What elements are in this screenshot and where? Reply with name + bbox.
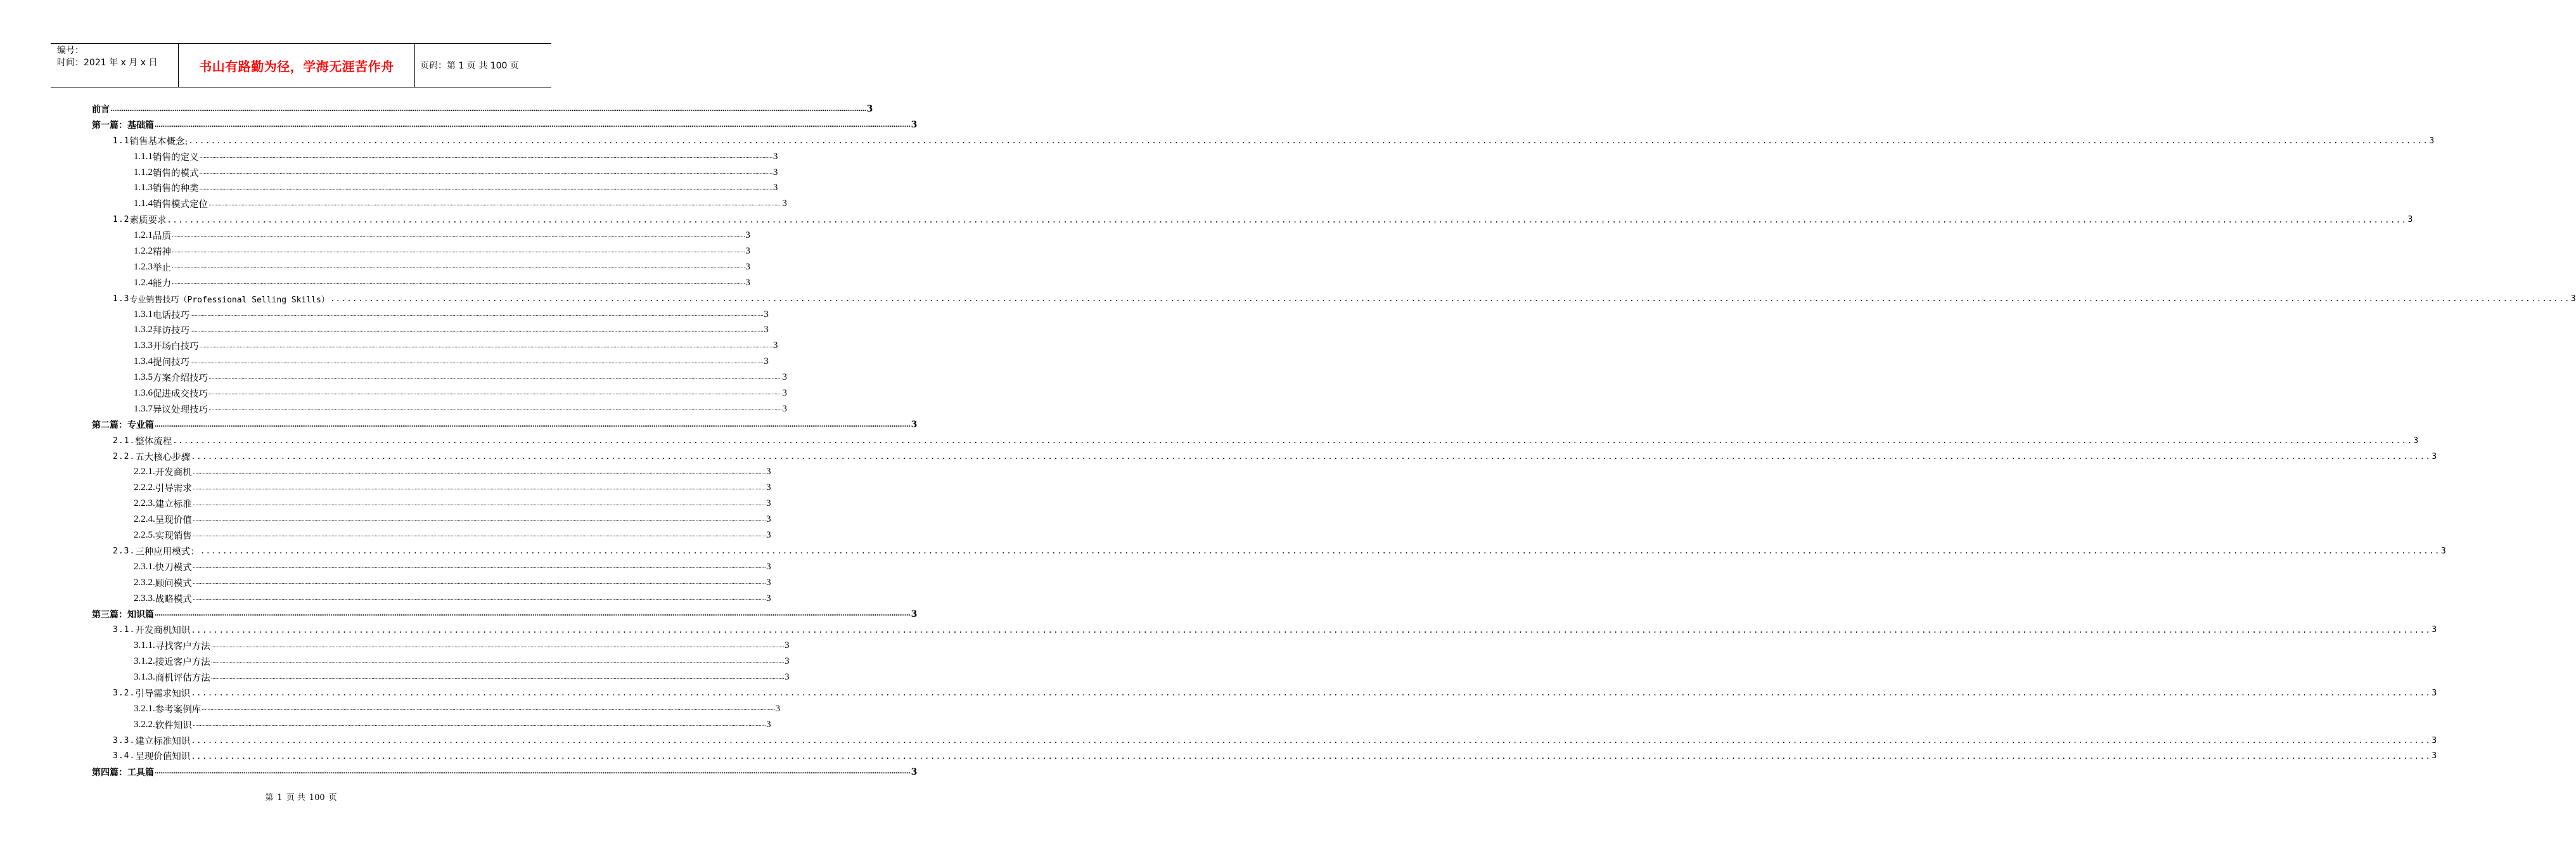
toc-entry[interactable]: [92, 749, 2437, 765]
toc-leader-dots: ................................................................................................................................................................................................................................................................................................................................................................................................................: [155, 421, 911, 429]
toc-leader-dots: ................................................................................................................................................................................................................................................................................................................................................................................................................: [191, 751, 2432, 761]
toc-entry-number: 3.1.2.: [134, 656, 155, 667]
toc-entry-number: 2.3.3.: [134, 593, 155, 604]
toc-entry-number: 2.2.3.: [134, 498, 155, 509]
toc-entry[interactable]: [92, 449, 2437, 465]
toc-leader-dots: ................................................................................................................................................................................................................................................................................................................................................................................................................: [208, 374, 782, 381]
toc-entry-title: 拜访技巧: [153, 323, 189, 337]
toc-entry[interactable]: [92, 733, 2437, 749]
toc-entry[interactable]: [92, 180, 778, 196]
toc-entry[interactable]: [92, 212, 2413, 228]
toc-entry-number: 1.3.4: [134, 356, 153, 367]
toc-leader-dots: ................................................................................................................................................................................................................................................................................................................................................................................................................: [208, 390, 782, 397]
toc-leader-dots: ................................................................................................................................................................................................................................................................................................................................................................................................................: [172, 436, 2413, 446]
toc-entry-page: 3: [764, 309, 769, 320]
toc-entry-page: 3: [772, 151, 778, 162]
toc-entry-page: 3: [766, 561, 771, 572]
toc-leader-dots: ................................................................................................................................................................................................................................................................................................................................................................................................................: [191, 688, 2432, 698]
toc-entry-page: 3: [782, 198, 787, 209]
toc-entry-page: 3: [2407, 215, 2413, 225]
toc-entry-page: 3: [766, 529, 771, 540]
toc-entry-number: 1.2.3: [134, 261, 153, 272]
toc-leader-dots: ................................................................................................................................................................................................................................................................................................................................................................................................................: [188, 136, 2429, 146]
toc-entry[interactable]: [92, 701, 781, 717]
toc-leader-dots: ................................................................................................................................................................................................................................................................................................................................................................................................................: [190, 358, 764, 365]
table-of-contents: [92, 101, 2576, 780]
toc-leader-dots: ................................................................................................................................................................................................................................................................................................................................................................................................................: [190, 311, 764, 318]
toc-entry-number: 3.1.1.: [134, 640, 155, 651]
toc-entry-number: 1.2.2: [134, 245, 153, 256]
toc-entry[interactable]: [92, 685, 2437, 701]
toc-entry-title: 实现销售: [155, 529, 192, 542]
toc-entry-title: 引导需求知识: [135, 687, 190, 700]
toc-entry-number: 1.1.2: [134, 167, 153, 178]
toc-entry-title: 建立标准: [155, 497, 192, 510]
toc-entry-number: 1.3: [113, 294, 130, 304]
toc-entry-page: 3: [782, 372, 787, 383]
toc-leader-dots: ................................................................................................................................................................................................................................................................................................................................................................................................................: [199, 153, 772, 160]
toc-entry-title: 异议处理技巧: [153, 403, 208, 416]
toc-leader-dots: ................................................................................................................................................................................................................................................................................................................................................................................................................: [192, 579, 766, 586]
toc-leader-dots: ................................................................................................................................................................................................................................................................................................................................................................................................................: [172, 264, 745, 271]
toc-entry-title: 提问技巧: [153, 355, 189, 368]
toc-leader-dots: ................................................................................................................................................................................................................................................................................................................................................................................................................: [202, 706, 775, 713]
toc-entry[interactable]: [92, 559, 771, 575]
toc-entry-title: 开发商机知识: [135, 623, 190, 636]
page-footer: [0, 791, 602, 803]
toc-entry[interactable]: [92, 654, 790, 669]
toc-entry[interactable]: [92, 338, 778, 354]
toc-entry[interactable]: [92, 354, 769, 370]
toc-leader-dots: ................................................................................................................................................................................................................................................................................................................................................................................................................: [155, 768, 911, 776]
toc-entry[interactable]: [92, 243, 750, 259]
toc-entry-number: 2.3.: [113, 546, 136, 556]
toc-leader-dots: ................................................................................................................................................................................................................................................................................................................................................................................................................: [200, 546, 2440, 556]
toc-entry[interactable]: [92, 591, 771, 607]
toc-entry-number: 1.1: [113, 136, 130, 146]
toc-entry-number: 2.2.2.: [134, 482, 155, 493]
toc-entry-number: 2.2.1.: [134, 467, 155, 477]
toc-entry-title: 品质: [153, 229, 171, 242]
header-motto-cell: [178, 44, 415, 87]
toc-leader-dots: ................................................................................................................................................................................................................................................................................................................................................................................................................: [192, 500, 766, 507]
toc-entry-title: 开场白技巧: [153, 339, 199, 352]
toc-entry-page: 3: [785, 672, 790, 682]
footer-page-num: 1: [277, 793, 283, 803]
toc-entry-title: 销售的模式: [153, 166, 199, 179]
toc-entry[interactable]: [92, 385, 787, 401]
toc-entry-title: 接近客户方法: [155, 655, 210, 668]
toc-entry-page: 3: [911, 609, 918, 619]
toc-entry-page: 3: [2570, 294, 2576, 304]
toc-leader-dots: ................................................................................................................................................................................................................................................................................................................................................................................................................: [192, 721, 766, 728]
toc-entry-title: 寻找客户方法: [155, 639, 210, 652]
toc-entry-number: 3.2.1.: [134, 703, 155, 714]
toc-entry-page: 3: [2432, 751, 2437, 761]
toc-entry-title: 第四篇：工具篇: [92, 766, 154, 778]
toc-entry-number: 3.1.: [113, 625, 136, 635]
toc-entry-title: 举止: [153, 261, 171, 274]
toc-entry-title: 整体流程: [135, 434, 172, 448]
toc-leader-dots: ................................................................................................................................................................................................................................................................................................................................................................................................................: [155, 610, 911, 618]
toc-entry[interactable]: [92, 433, 2419, 449]
toc-entry[interactable]: [92, 764, 918, 780]
toc-entry-page: 3: [766, 577, 771, 588]
toc-entry[interactable]: [92, 622, 2437, 638]
toc-entry-page: 3: [866, 104, 873, 115]
toc-entry-page: 3: [782, 403, 787, 414]
toc-entry-number: 3.4.: [113, 751, 136, 761]
toc-entry-page: 3: [911, 420, 918, 430]
toc-entry[interactable]: [92, 575, 771, 591]
time-label: 时间：2021 年 x 月 x 日: [57, 58, 158, 68]
toc-entry-number: 2.3.2.: [134, 577, 155, 588]
toc-entry-title: 电话技巧: [153, 308, 189, 321]
toc-entry-page: 3: [785, 656, 790, 667]
toc-entry-title: 销售基本概念:: [129, 134, 188, 148]
toc-entry-number: 1.3.7: [134, 403, 153, 414]
toc-entry-page: 3: [2432, 451, 2437, 462]
toc-entry-number: 1.3.6: [134, 387, 153, 398]
toc-entry-title: 呈现价值知识: [135, 749, 190, 763]
toc-entry-page: 3: [2429, 136, 2435, 146]
toc-entry-title: 呈现价值: [155, 513, 192, 526]
toc-leader-dots: ................................................................................................................................................................................................................................................................................................................................................................................................................: [191, 452, 2432, 462]
toc-entry-title: 顾问模式: [155, 576, 192, 590]
toc-entry-title: 快刀模式: [155, 560, 192, 574]
toc-entry-page: 3: [785, 640, 790, 651]
toc-entry[interactable]: [92, 149, 778, 165]
toc-entry[interactable]: [92, 133, 2435, 149]
toc-leader-dots: ................................................................................................................................................................................................................................................................................................................................................................................................................: [155, 121, 911, 129]
toc-entry-page: 3: [764, 325, 769, 335]
toc-leader-dots: ................................................................................................................................................................................................................................................................................................................................................................................................................: [172, 248, 745, 255]
toc-entry[interactable]: [92, 669, 790, 685]
toc-entry-page: 3: [772, 183, 778, 193]
toc-entry[interactable]: [92, 196, 787, 212]
toc-entry-title: 引导需求: [155, 481, 192, 494]
toc-entry-number: 1.2.1: [134, 230, 153, 241]
toc-entry-page: 3: [766, 593, 771, 604]
toc-leader-dots: ................................................................................................................................................................................................................................................................................................................................................................................................................: [192, 532, 766, 539]
toc-entry[interactable]: [92, 307, 769, 323]
footer-prefix: 第: [265, 793, 274, 803]
toc-entry-page: 3: [2432, 735, 2437, 746]
toc-leader-dots: ................................................................................................................................................................................................................................................................................................................................................................................................................: [208, 406, 782, 413]
toc-entry[interactable]: [92, 638, 790, 654]
toc-leader-dots: ................................................................................................................................................................................................................................................................................................................................................................................................................: [192, 595, 766, 602]
toc-entry[interactable]: [92, 512, 771, 527]
page-info: 页码：第 1 页 共 100 页: [420, 61, 519, 71]
toc-entry[interactable]: [92, 543, 2446, 559]
toc-entry-number: 1.3.5: [134, 372, 153, 383]
toc-entry-title: 建立标准知识: [135, 734, 190, 747]
footer-suffix: 页: [328, 793, 337, 803]
serial-label: 编号：: [57, 46, 84, 56]
toc-entry-title: 素质要求: [129, 213, 166, 226]
toc-leader-dots: ................................................................................................................................................................................................................................................................................................................................................................................................................: [191, 736, 2432, 746]
header-page-cell: [415, 44, 551, 87]
toc-leader-dots: ................................................................................................................................................................................................................................................................................................................................................................................................................: [192, 564, 766, 571]
toc-entry-number: 2.1.: [113, 436, 136, 446]
toc-entry-page: 3: [766, 514, 771, 525]
motto-text: 书山有路勤为径，学海无涯苦作舟: [199, 58, 394, 74]
toc-leader-dots: ................................................................................................................................................................................................................................................................................................................................................................................................................: [172, 232, 745, 239]
toc-entry-page: 3: [911, 766, 918, 777]
toc-entry-number: 1.2.4: [134, 277, 153, 288]
toc-entry-title: 销售的定义: [153, 150, 199, 164]
toc-entry-title: 商机评估方法: [155, 671, 210, 684]
toc-entry-page: 3: [766, 467, 771, 477]
toc-leader-dots: ................................................................................................................................................................................................................................................................................................................................................................................................................: [210, 658, 785, 665]
toc-leader-dots: ................................................................................................................................................................................................................................................................................................................................................................................................................: [192, 468, 766, 475]
toc-entry[interactable]: [92, 717, 771, 733]
toc-leader-dots: ................................................................................................................................................................................................................................................................................................................................................................................................................: [192, 516, 766, 523]
toc-entry[interactable]: [92, 228, 750, 243]
toc-leader-dots: ................................................................................................................................................................................................................................................................................................................................................................................................................: [190, 326, 764, 333]
header-meta-cell: [51, 44, 178, 87]
toc-entry[interactable]: [92, 291, 2576, 307]
toc-entry[interactable]: [92, 259, 750, 275]
toc-entry[interactable]: [92, 275, 750, 291]
toc-entry[interactable]: [92, 480, 771, 496]
toc-entry-number: 1.3.1: [134, 309, 153, 320]
toc-leader-dots: ................................................................................................................................................................................................................................................................................................................................................................................................................: [199, 184, 772, 191]
toc-entry-number: 2.2.: [113, 451, 136, 462]
toc-entry-page: 3: [772, 167, 778, 178]
toc-entry-page: 3: [766, 482, 771, 493]
toc-entry-page: 3: [772, 340, 778, 351]
toc-leader-dots: ................................................................................................................................................................................................................................................................................................................................................................................................................: [199, 169, 772, 176]
toc-leader-dots: ................................................................................................................................................................................................................................................................................................................................................................................................................: [110, 105, 866, 113]
toc-entry-title: 战略模式: [155, 592, 192, 605]
toc-entry-number: 3.3.: [113, 735, 136, 746]
toc-entry-title: 销售的种类: [153, 181, 199, 195]
page-header: [51, 43, 551, 87]
toc-entry-number: 1.1.4: [134, 198, 153, 209]
toc-entry-number: 2.2.5.: [134, 529, 155, 540]
toc-entry-page: 3: [745, 261, 750, 272]
toc-entry-page: 3: [2413, 436, 2419, 446]
toc-entry-title: 精神: [153, 245, 171, 258]
toc-entry-title: 软件知识: [155, 718, 192, 732]
toc-leader-dots: ................................................................................................................................................................................................................................................................................................................................................................................................................: [210, 642, 785, 649]
toc-leader-dots: ................................................................................................................................................................................................................................................................................................................................................................................................................: [210, 674, 785, 681]
toc-entry-page: 3: [2432, 625, 2437, 635]
toc-entry-number: 1.3.2: [134, 325, 153, 335]
toc-entry[interactable]: [92, 117, 918, 133]
toc-entry-number: 2.3.1.: [134, 561, 155, 572]
toc-entry-page: 3: [775, 703, 781, 714]
toc-entry-number: 1.1.1: [134, 151, 153, 162]
toc-entry-page: 3: [745, 230, 750, 241]
toc-entry-number: 1.1.3: [134, 183, 153, 193]
toc-entry-title: 第三篇：知识篇: [92, 608, 154, 621]
toc-entry[interactable]: [92, 165, 778, 181]
toc-entry-number: 1.3.3: [134, 340, 153, 351]
toc-entry[interactable]: [92, 401, 787, 417]
toc-entry-page: 3: [2440, 546, 2446, 556]
toc-entry-title: 开发商机: [155, 465, 192, 479]
toc-entry-page: 3: [782, 387, 787, 398]
toc-entry-title: 第二篇：专业篇: [92, 418, 154, 431]
toc-entry-title: 三种应用模式：: [135, 545, 200, 558]
toc-entry-title: 能力: [153, 276, 171, 290]
toc-entry-page: 3: [745, 245, 750, 256]
toc-leader-dots: ................................................................................................................................................................................................................................................................................................................................................................................................................: [191, 625, 2432, 635]
toc-leader-dots: ................................................................................................................................................................................................................................................................................................................................................................................................................: [330, 294, 2570, 304]
toc-entry-number: 3.2.: [113, 688, 136, 698]
toc-entry-page: 3: [745, 277, 750, 288]
toc-entry-page: 3: [2432, 688, 2437, 698]
toc-entry-title: 前言: [92, 103, 110, 115]
toc-entry-page: 3: [911, 120, 918, 131]
toc-entry[interactable]: [92, 322, 769, 338]
toc-entry-page: 3: [766, 719, 771, 730]
footer-page-total: 100: [309, 793, 325, 803]
toc-entry[interactable]: [92, 370, 787, 385]
toc-leader-dots: ................................................................................................................................................................................................................................................................................................................................................................................................................: [208, 200, 782, 207]
toc-entry-number: 1.2: [113, 215, 130, 225]
toc-entry-title: 第一篇：基础篇: [92, 119, 154, 131]
toc-entry-title: 销售模式定位: [153, 197, 208, 210]
toc-entry-page: 3: [766, 498, 771, 509]
toc-leader-dots: ................................................................................................................................................................................................................................................................................................................................................................................................................: [192, 484, 766, 491]
toc-entry-title: 促进成交技巧: [153, 387, 208, 400]
toc-entry[interactable]: [92, 496, 771, 512]
toc-entry[interactable]: [92, 101, 873, 117]
toc-entry[interactable]: [92, 417, 918, 433]
toc-leader-dots: ................................................................................................................................................................................................................................................................................................................................................................................................................: [167, 215, 2407, 224]
footer-mid: 页 共: [286, 793, 305, 803]
toc-entry-title: 专业销售技巧（Professional Selling Skills）: [129, 293, 329, 305]
toc-entry-page: 3: [764, 356, 769, 367]
toc-entry[interactable]: [92, 464, 771, 480]
toc-entry[interactable]: [92, 607, 918, 623]
toc-entry-title: 方案介绍技巧: [153, 371, 208, 384]
toc-entry-number: 3.2.2.: [134, 719, 155, 730]
toc-entry-title: 参考案例库: [155, 702, 202, 716]
toc-entry[interactable]: [92, 527, 771, 543]
toc-entry-number: 2.2.4.: [134, 514, 155, 525]
toc-leader-dots: ................................................................................................................................................................................................................................................................................................................................................................................................................: [172, 280, 745, 287]
toc-entry-title: 五大核心步骤: [135, 450, 190, 463]
toc-entry-number: 3.1.3.: [134, 672, 155, 682]
toc-leader-dots: ................................................................................................................................................................................................................................................................................................................................................................................................................: [199, 342, 772, 349]
